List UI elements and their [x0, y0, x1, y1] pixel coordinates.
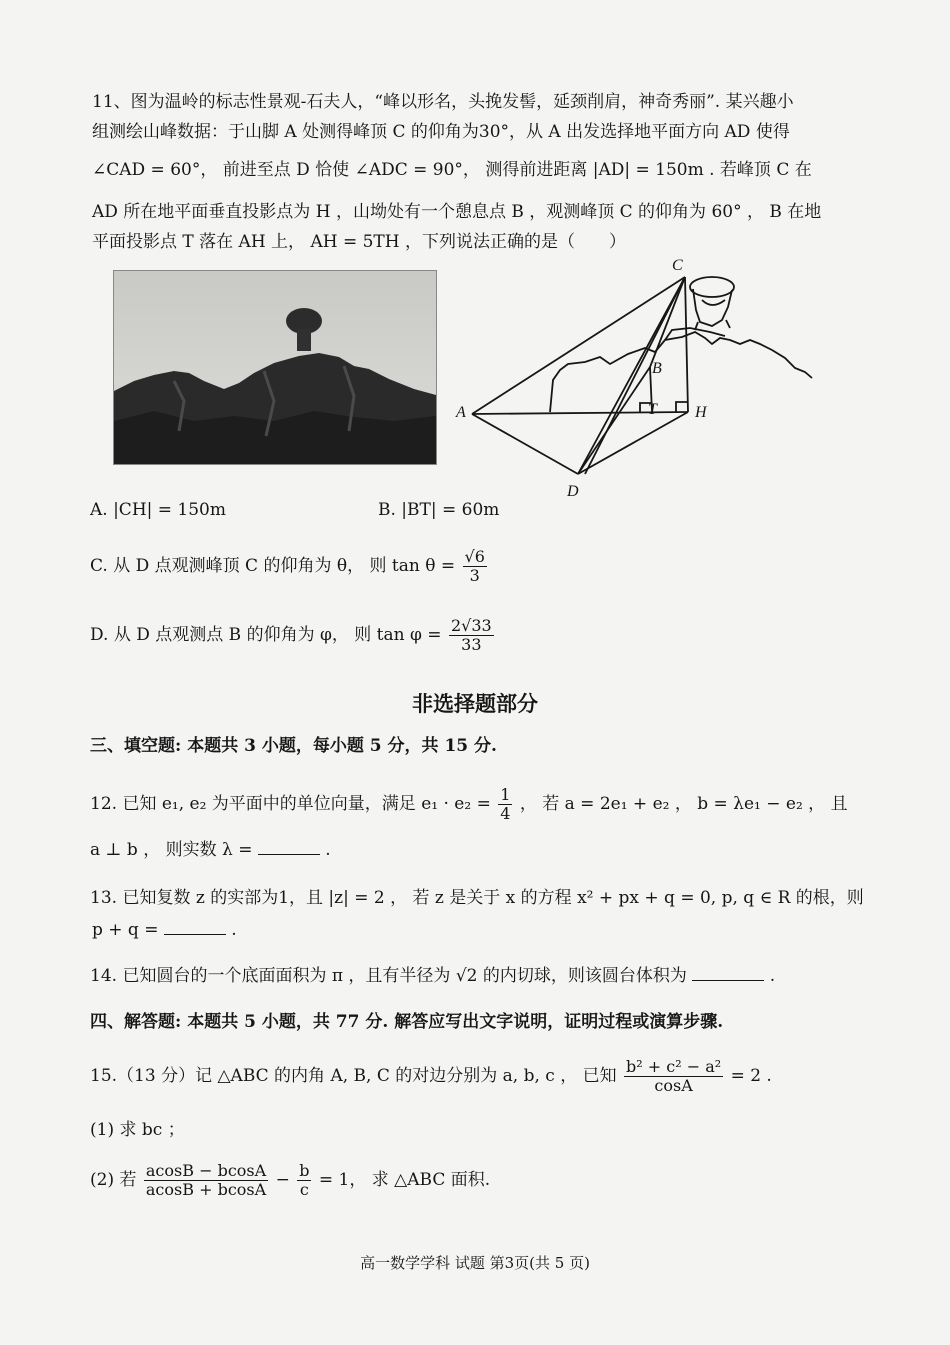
option-c-text: C. 从 D 点观测峰顶 C 的仰角为 θ， 则 tan θ =: [90, 556, 456, 576]
option-d-text: D. 从 D 点观测点 B 的仰角为 φ， 则 tan φ =: [90, 625, 442, 645]
q13-line1: 13. 已知复数 z 的实部为1，且 |z| = 2 ， 若 z 是关于 x 的方程 x² + px + q = 0, p, q ∈ R 的根，则: [90, 888, 864, 908]
label-d: D: [567, 483, 579, 500]
q15-part2: [90, 1162, 490, 1199]
q14-line1: [90, 966, 775, 986]
q13-answer-blank[interactable]: [164, 920, 226, 935]
q15-stem: [90, 1058, 772, 1095]
q12-text-b: ， 若 a = 2e₁ + e₂ ， b = λe₁ − e₂ ， 且: [519, 794, 848, 814]
label-b: B: [652, 360, 662, 377]
stone-lady-photo: [113, 270, 437, 465]
q15-p2-minus: −: [275, 1170, 290, 1190]
q15-p2-frac2-den: c: [299, 1180, 309, 1199]
q13-line2: [92, 920, 237, 940]
q15-p2-frac1-den: acosB + bcosA: [145, 1180, 267, 1199]
label-h: H: [695, 404, 707, 421]
q12-text-a: 12. 已知 e₁, e₂ 为平面中的单位向量，满足 e₁ · e₂ =: [90, 794, 491, 814]
option-d-den: 33: [461, 635, 482, 654]
q15-p2-prefix: (2) 若: [90, 1170, 137, 1190]
q15-frac-den: cosA: [654, 1076, 693, 1095]
part4-heading: 四、解答题: 本题共 5 小题，共 77 分. 解答应写出文字说明，证明过程或演算步骤.: [90, 1012, 724, 1032]
q15-stem-text: 15.（13 分）记 △ABC 的内角 A, B, C 的对边分别为 a, b, c ， 已知: [90, 1066, 617, 1086]
q11-option-a: A. |CH| = 150m: [90, 500, 226, 520]
q15-frac-num: b² + c² − a²: [626, 1057, 722, 1076]
q11-line1: 11、图为温岭的标志性景观-石夫人，“峰以形名，头挽发髻，延颈削肩，神奇秀丽”. 某兴趣小: [92, 92, 794, 112]
q15-p2-frac2-num: b: [299, 1161, 310, 1180]
q14-answer-blank[interactable]: [692, 966, 764, 981]
q15-stem-end: = 2 .: [730, 1066, 772, 1086]
option-c-num: √6: [464, 547, 485, 566]
label-t: T: [648, 401, 657, 418]
q14-text: 14. 已知圆台的一个底面面积为 π ，且有半径为 √2 的内切球，则该圆台体积为: [90, 966, 687, 986]
q15-p2-fraction2: [297, 1162, 311, 1199]
q12-answer-blank[interactable]: [258, 840, 320, 855]
part3-heading: 三、填空题: 本题共 3 小题，每小题 5 分，共 15 分.: [90, 736, 497, 756]
label-c: C: [672, 257, 683, 274]
q11-option-c: [90, 548, 489, 585]
geometry-diagram: [450, 252, 835, 502]
q15-part1: (1) 求 bc ；: [90, 1120, 185, 1140]
option-d-num: 2√33: [450, 616, 492, 635]
q11-line4: AD 所在地平面垂直投影点为 H ，山坳处有一个憩息点 B ，观测峰顶 C 的仰角为 60° ， B 在地: [92, 202, 822, 222]
q15-fraction: [624, 1058, 723, 1095]
page-footer: 高一数学学科 试题 第3页(共 5 页): [360, 1254, 590, 1272]
option-c-den: 3: [469, 566, 480, 585]
q13-end: .: [231, 920, 237, 940]
q11-option-b: B. |BT| = 60m: [378, 500, 500, 520]
option-d-fraction: [449, 617, 494, 654]
q12-end: .: [325, 840, 331, 860]
q11-option-d: [90, 617, 496, 654]
q12-fraction: [498, 786, 512, 823]
q11-line5: 平面投影点 T 落在 AH 上， AH = 5TH ，下列说法正确的是（ ）: [92, 232, 626, 252]
q11-line2: 组测绘山峰数据：于山脚 A 处测得峰顶 C 的仰角为30°，从 A 出发选择地平面方向 AD 使得: [92, 122, 790, 142]
q12-text-line2: a ⊥ b ， 则实数 λ =: [90, 840, 253, 860]
q12-frac-num: 1: [500, 785, 511, 804]
q13-text-line2: p + q =: [92, 920, 159, 940]
option-c-fraction: [463, 548, 487, 585]
q15-p2-frac1-num: acosB − bcosA: [145, 1161, 267, 1180]
q15-p2-end: = 1， 求 △ABC 面积.: [318, 1170, 491, 1190]
q12-line2: [90, 840, 331, 860]
q12-line1: [90, 786, 848, 823]
q11-line3: ∠CAD = 60°， 前进至点 D 恰使 ∠ADC = 90°， 测得前进距离 |AD| = 150m . 若峰顶 C 在: [92, 160, 812, 180]
q15-p2-fraction1: [144, 1162, 268, 1199]
q14-end: .: [769, 966, 776, 986]
section-title: 非选择题部分: [412, 691, 538, 716]
q12-frac-den: 4: [500, 804, 511, 823]
label-a: A: [456, 404, 466, 421]
